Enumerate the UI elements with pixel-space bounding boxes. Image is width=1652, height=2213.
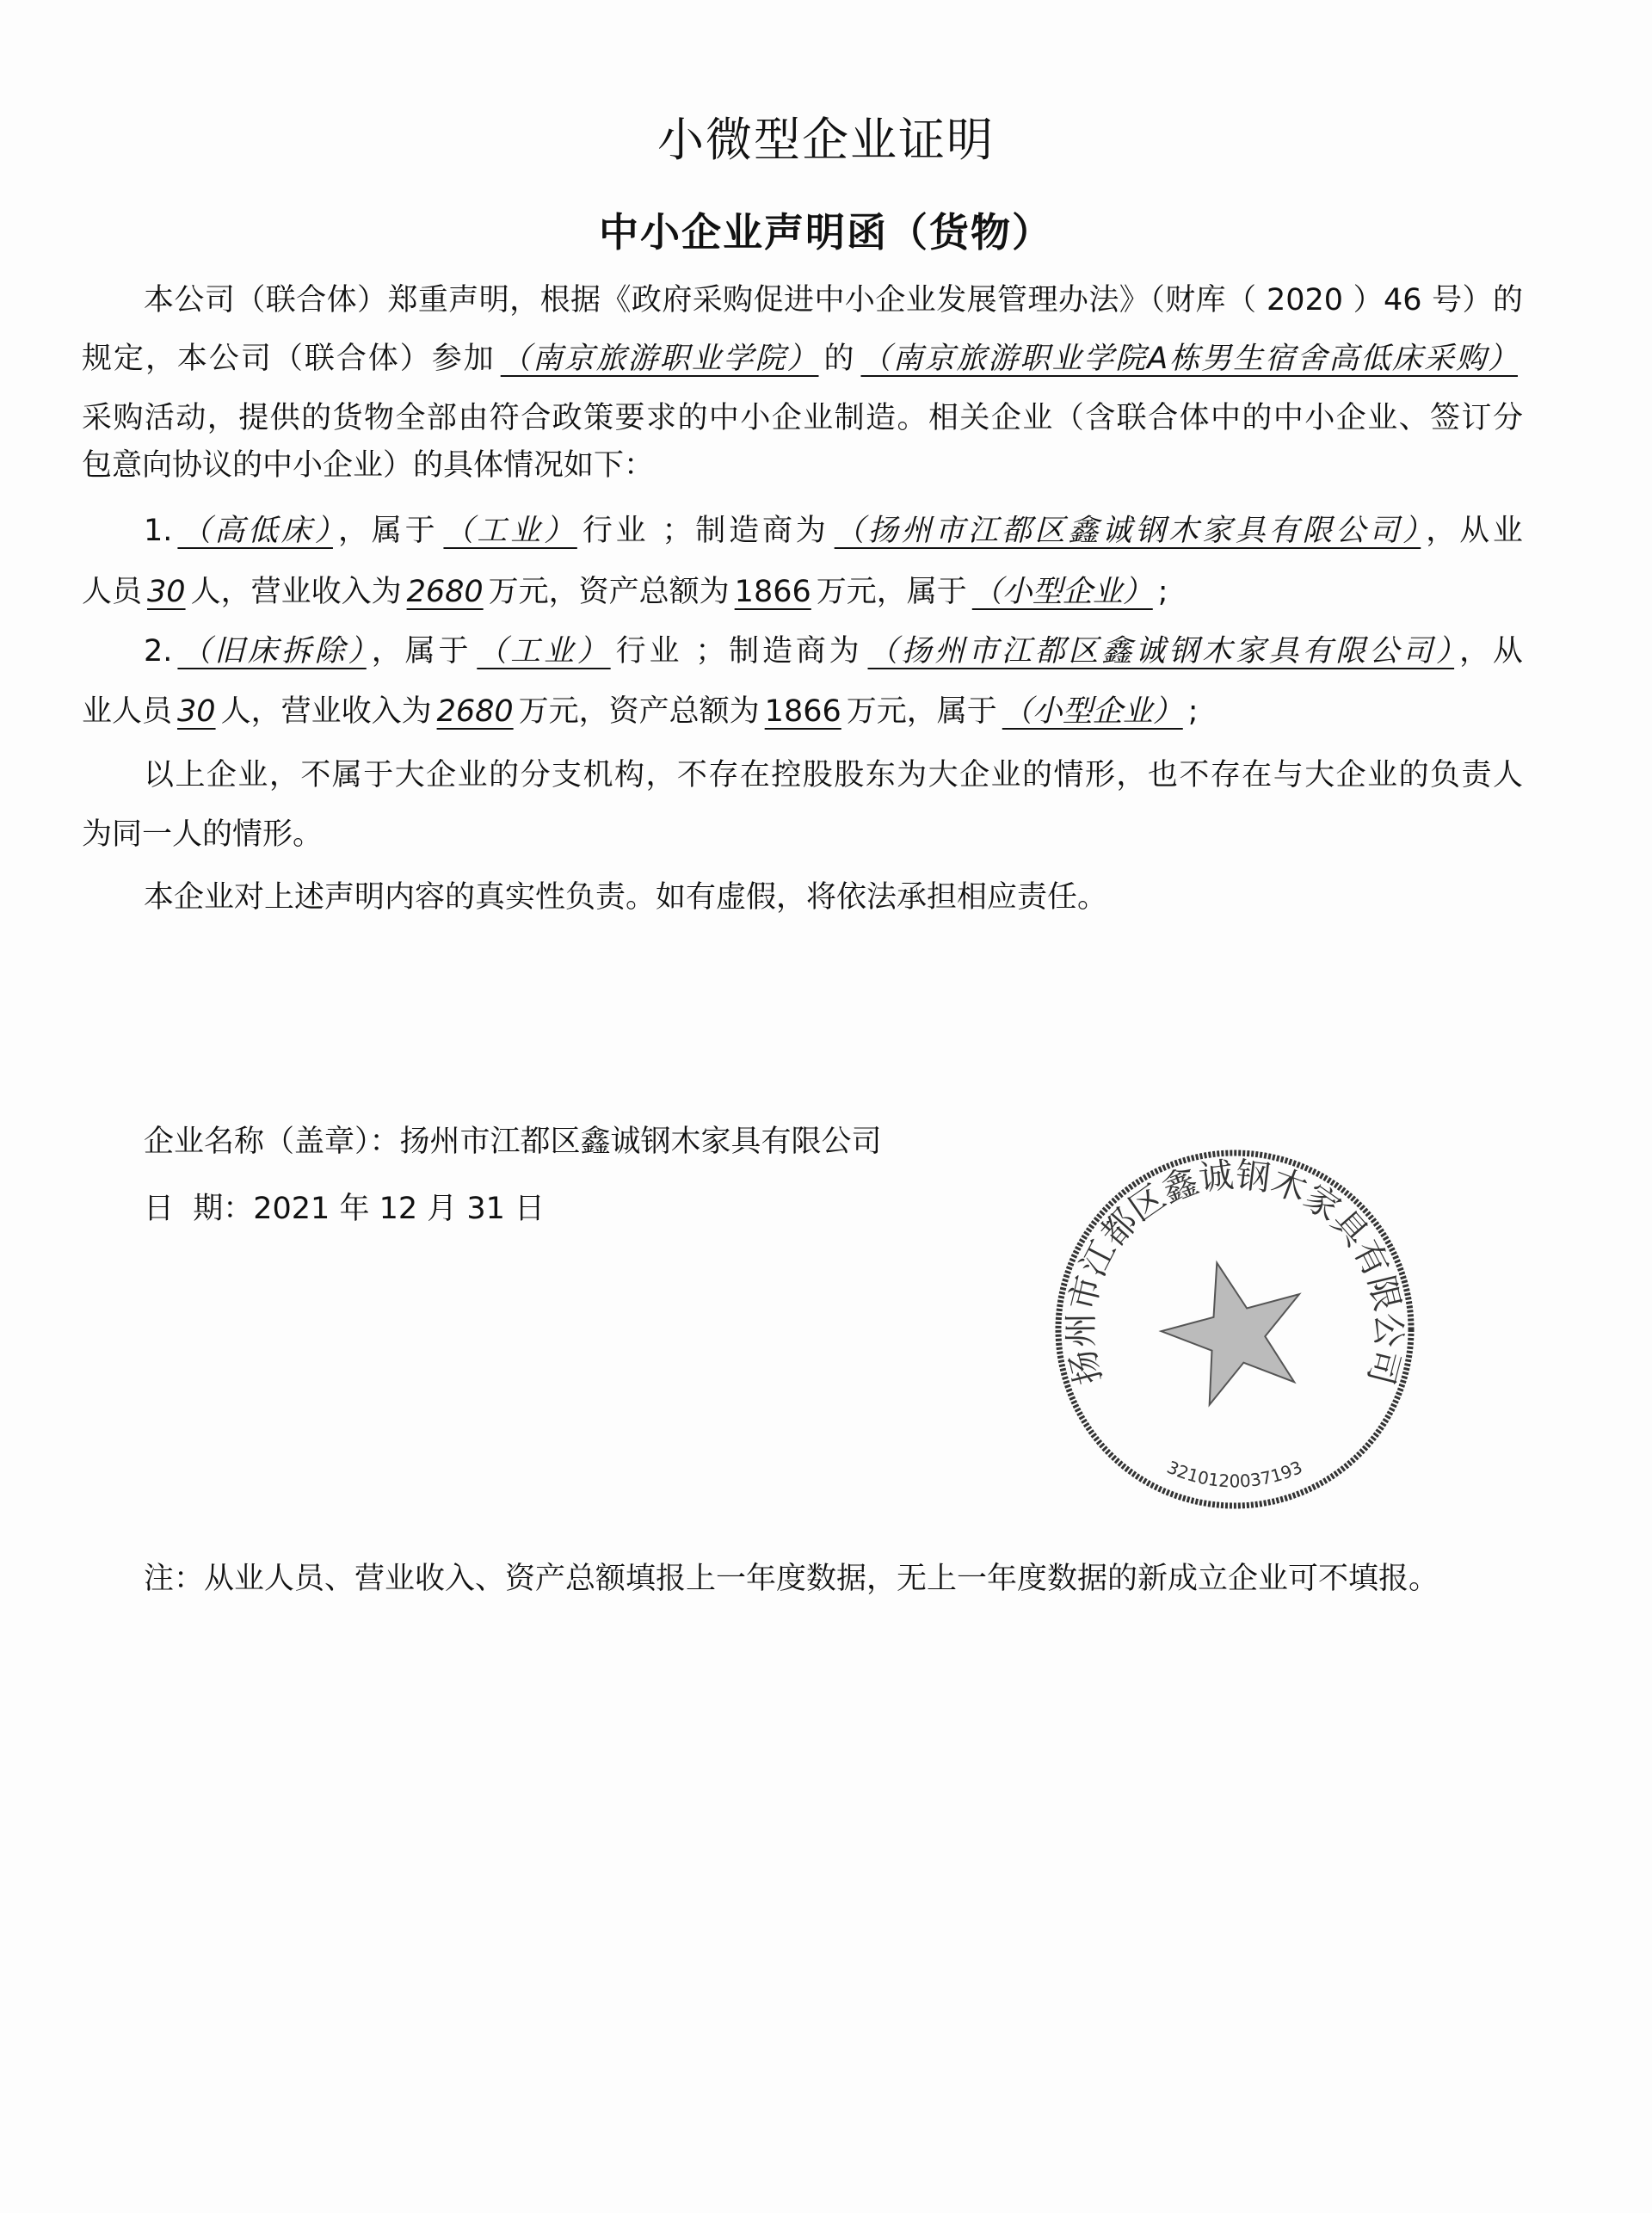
statement-line-1: 以上企业，不属于大企业的分支机构，不存在控股股东为大企业的情形，也不存在与大企业的负责人: [144, 758, 1523, 792]
type-field: （小型企业）: [971, 575, 1153, 609]
label: 人员: [82, 575, 143, 609]
industry-field: （工业）: [477, 634, 611, 669]
type-field: （小型企业）: [1002, 694, 1183, 729]
label: ，从业: [1426, 514, 1523, 548]
intro-line-2: [82, 337, 1523, 380]
project-field: （南京旅游职业学院A栋男生宿舍高低床采购）: [860, 342, 1518, 376]
goods-field: （旧床拆除）: [177, 634, 367, 669]
label: ，从: [1459, 634, 1523, 669]
statement-line-3: 本企业对上述声明内容的真实性负责。如有虚假，将依法承担相应责任。: [144, 880, 1108, 915]
item-1-line-1: [144, 509, 1523, 552]
assets-field: 1866: [734, 575, 811, 609]
company-seal: [1045, 1140, 1424, 1519]
maker-field: （扬州市江都区鑫诚钢木家具有限公司）: [867, 634, 1455, 669]
label: 万元，资产总额为: [488, 575, 730, 609]
intro-text: 的: [823, 342, 856, 376]
industry-field: （工业）: [443, 514, 577, 548]
seal-text: 扬州市江都区鑫诚钢木家具有限公司: [1061, 1155, 1409, 1389]
label: 万元，属于: [816, 575, 967, 609]
intro-line-1: 本公司（联合体）郑重声明，根据《政府采购促进中小企业发展管理办法》（财库（ 2020 ）46 号）的: [144, 283, 1523, 317]
item-2-line-1: [144, 630, 1523, 673]
label: ;: [1157, 575, 1168, 609]
staff-field: 30: [147, 575, 186, 609]
label: 行业 ；制造商为: [615, 634, 863, 669]
revenue-field: 2680: [406, 575, 484, 609]
intro-line-4: 包意向协议的中小企业）的具体情况如下：: [82, 448, 655, 483]
assets-field: 1866: [764, 694, 841, 729]
star-icon: [1148, 1244, 1321, 1412]
purchaser-field: （南京旅游职业学院）: [500, 342, 819, 376]
item-number: 1.: [144, 514, 173, 548]
intro-text: 规定，本公司（联合体）参加: [82, 342, 496, 376]
footnote: 注：从业人员、营业收入、资产总额填报上一年度数据，无上一年度数据的新成立企业可不填报。: [144, 1562, 1439, 1596]
staff-field: 30: [177, 694, 216, 729]
label: ，属于: [371, 634, 472, 669]
label: 业人员: [82, 694, 173, 729]
document-title: 小微型企业证明: [657, 113, 995, 167]
signature-company: 企业名称（盖章）：扬州市江都区鑫诚钢木家具有限公司: [144, 1125, 882, 1159]
revenue-field: 2680: [436, 694, 514, 729]
item-2-line-2: [82, 690, 1523, 733]
label: 人，营业收入为: [220, 694, 432, 729]
seal-code: 3210120037193: [1163, 1456, 1306, 1492]
item-number: 2.: [144, 634, 173, 669]
document-subtitle: 中小企业声明函（货物）: [599, 209, 1053, 256]
label: 万元，属于: [846, 694, 997, 729]
goods-field: （高低床）: [177, 514, 333, 548]
statement-line-2: 为同一人的情形。: [82, 817, 324, 852]
item-1-line-2: [82, 570, 1523, 613]
maker-field: （扬州市江都区鑫诚钢木家具有限公司）: [834, 514, 1421, 548]
label: 万元，资产总额为: [518, 694, 760, 729]
label: ，属于: [337, 514, 439, 548]
label: 行业 ；制造商为: [582, 514, 829, 548]
label: ;: [1187, 694, 1199, 729]
signature-date: 日 期：2021 年 12 月 31 日: [144, 1192, 546, 1226]
label: 人，营业收入为: [190, 575, 402, 609]
intro-line-3: 采购活动，提供的货物全部由符合政策要求的中小企业制造。相关企业（含联合体中的中小企业、签订分: [82, 401, 1523, 435]
